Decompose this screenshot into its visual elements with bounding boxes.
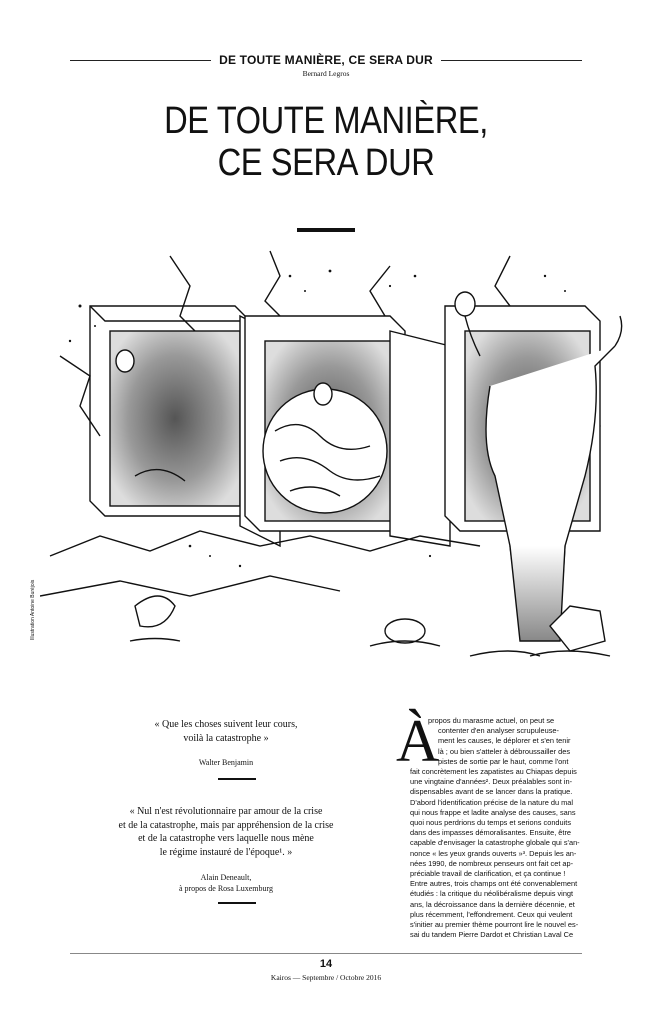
article-line: une vingtaine d'années². Deux préalables sont in-: [410, 777, 573, 787]
title-underline: [297, 228, 355, 232]
page-number: 14: [319, 958, 333, 970]
article-line: étudiés : la critique du néolibéralisme depuis vingt: [410, 889, 574, 899]
quote-line: et de la catastrophe vers laquelle nous mène: [138, 833, 314, 844]
article-line: dans des impasses démoralisantes. Ensuite, être: [410, 828, 572, 838]
footer-rule: [70, 953, 582, 954]
quote-line: « Que les choses suivent leur cours,: [154, 719, 298, 730]
quote-source: Walter Benjamin: [198, 758, 254, 767]
quote-benjamin: [70, 718, 382, 745]
illustration-credit: Illustration Antoine Buréjois: [30, 579, 36, 640]
quote-divider: [218, 902, 256, 904]
quote-divider: [218, 778, 256, 780]
article-line: préciable travail de clarification, et ça continue !: [410, 869, 566, 878]
quote-source: [70, 872, 382, 894]
title-line-2: CE SERA DUR: [217, 142, 435, 184]
running-author: Bernard Legros: [302, 69, 350, 78]
article-line: pistes de sortie par le haut, comme l'ont: [438, 756, 569, 766]
article-title: [46, 100, 607, 184]
quote-deneault: [70, 805, 382, 859]
title-line-1: DE TOUTE MANIÈRE,: [164, 100, 488, 142]
illustration: [40, 246, 625, 706]
quote-line: voilà la catastrophe »: [183, 732, 269, 744]
article-line: nonce « les yeux grands ouverts »³. Depuis les an-: [410, 848, 577, 858]
article-line: contenter d'en analyser scrupuleuse-: [438, 726, 559, 736]
article-line: quoi nous perdrions du temps et serions conduits: [410, 818, 572, 827]
running-title: DE TOUTE MANIÈRE, CE SERA DUR: [0, 53, 652, 67]
article-line: sai du tandem Pierre Dardot et Christian Laval Ce: [410, 930, 574, 940]
quote-line: et de la catastrophe, mais par appréhension de la crise: [118, 819, 334, 831]
article-line: propos du marasme actuel, on peut se: [428, 716, 555, 725]
article-line: Entre autres, trois champs ont été convenablement: [410, 879, 578, 889]
article-line: ment les causes, le déplorer et s'en tenir: [438, 736, 571, 746]
drop-cap: À: [396, 708, 440, 774]
article-line: D'abord l'identification précise de la nature du mal: [410, 797, 574, 807]
quote-source-line: à propos de Rosa Luxemburg: [178, 884, 274, 893]
quote-source-line: Alain Deneault,: [200, 873, 252, 882]
article-line: dispensables avant de se lancer dans la pratique.: [410, 787, 573, 797]
quote-line: le régime instauré de l'époque¹. »: [159, 846, 293, 858]
article-line: ans, la décroissance dans la dernière décennie, et: [410, 899, 575, 909]
article-line: s'initier au premier thème pourront lire le nouvel es-: [410, 920, 579, 929]
article-line: capable d'envisager la catastrophe globale qui s'an-: [410, 838, 580, 848]
issue-line: Kairos — Septembre / Octobre 2016: [270, 973, 382, 982]
article-line: là ; ou bien s'atteler à débroussailler des: [438, 746, 571, 756]
article-line: qui nous frappe et ladite analyse des causes, sans: [410, 807, 576, 817]
article-line: plus récemment, l'effondrement. Ceux qui veulent: [410, 909, 573, 919]
article-line: nées 1990, de nombreux penseurs ont fait cet ap-: [410, 858, 574, 868]
quote-line: « Nul n'est révolutionnaire par amour de la crise: [129, 806, 323, 817]
article-line: fait concrètement les zapatistes au Chiapas depuis: [410, 767, 577, 776]
